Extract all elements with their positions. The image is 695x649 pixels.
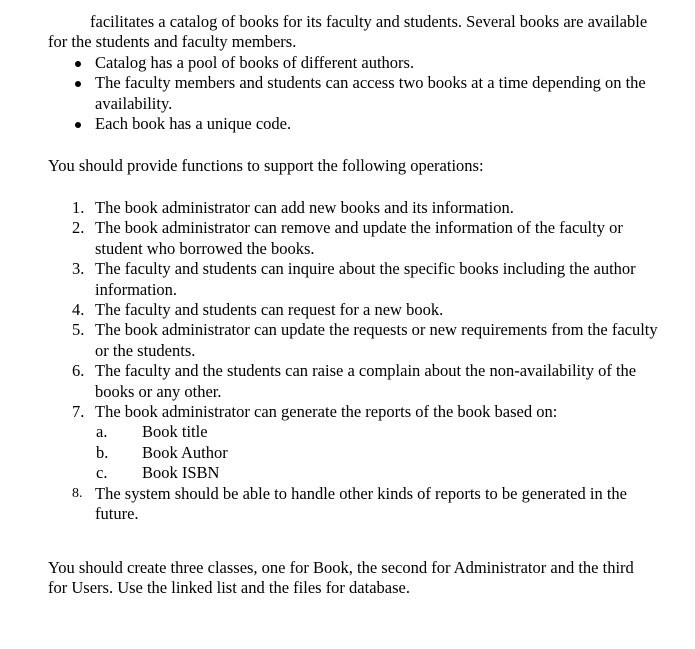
bullet-item — [48, 114, 663, 134]
item-number: 8. — [72, 485, 83, 501]
bullet-item — [48, 53, 663, 73]
operations-heading: You should provide functions to support the following operations: — [48, 156, 484, 175]
item-text: The system should be able to handle other kinds of reports to be generated in the future. — [95, 483, 627, 524]
bullet-icon — [75, 61, 81, 67]
item-text: The book administrator can remove and update the information of the faculty or student who borrowed the books. — [95, 218, 623, 258]
item-number: 2. — [72, 218, 85, 238]
intro-paragraph: facilitates a catalog of books for its faculty and students. Several books are available for the students and faculty members. — [48, 12, 648, 52]
bullet-item — [48, 73, 663, 114]
operation-item — [48, 320, 663, 361]
operation-item — [48, 402, 663, 484]
operation-item — [48, 198, 663, 218]
operation-item — [48, 361, 663, 402]
report-criteria-list — [95, 422, 663, 483]
item-text: The faculty and students can inquire about the specific books including the author information. — [95, 259, 636, 299]
item-text: The book administrator can update the requests or new requirements from the faculty or the students. — [95, 320, 658, 360]
criteria-text: Book ISBN — [142, 463, 220, 483]
criteria-item — [48, 422, 663, 442]
bullet-text: Each book has a unique code. — [95, 114, 292, 134]
item-letter: a. — [96, 422, 108, 442]
item-number: 5. — [72, 320, 85, 340]
item-letter: b. — [96, 442, 109, 462]
item-text: The book administrator can generate the reports of the book based on: — [95, 402, 558, 422]
criteria-text: Book title — [142, 422, 208, 442]
closing-paragraph: You should create three classes, one for Book, the second for Administrator and the third for Users. Use the linked list and the files for database. — [48, 558, 634, 598]
criteria-item — [48, 443, 663, 463]
operation-item — [48, 218, 663, 259]
item-number: 1. — [72, 198, 85, 217]
bullet-text: The faculty members and students can access two books at a time depending on the availability. — [95, 73, 646, 113]
bullet-icon — [75, 122, 81, 128]
feature-bullet-list — [48, 53, 663, 135]
item-number: 7. — [72, 402, 85, 422]
criteria-item — [48, 463, 663, 483]
item-number: 4. — [72, 300, 85, 320]
bullet-icon — [75, 81, 81, 87]
operation-item — [48, 300, 663, 320]
operation-item — [48, 484, 663, 525]
bullet-text: Catalog has a pool of books of different authors. — [95, 53, 415, 72]
item-text: The book administrator can add new books and its information. — [95, 198, 514, 217]
item-letter: c. — [96, 463, 108, 483]
item-number: 6. — [72, 361, 85, 381]
criteria-text: Book Author — [142, 442, 228, 462]
operation-item — [48, 259, 663, 300]
item-number: 3. — [72, 259, 85, 279]
item-text: The faculty and the students can raise a complain about the non-availability of the books or any other. — [95, 361, 637, 401]
operations-list — [48, 198, 663, 525]
item-text: The faculty and students can request for a new book. — [95, 300, 444, 320]
